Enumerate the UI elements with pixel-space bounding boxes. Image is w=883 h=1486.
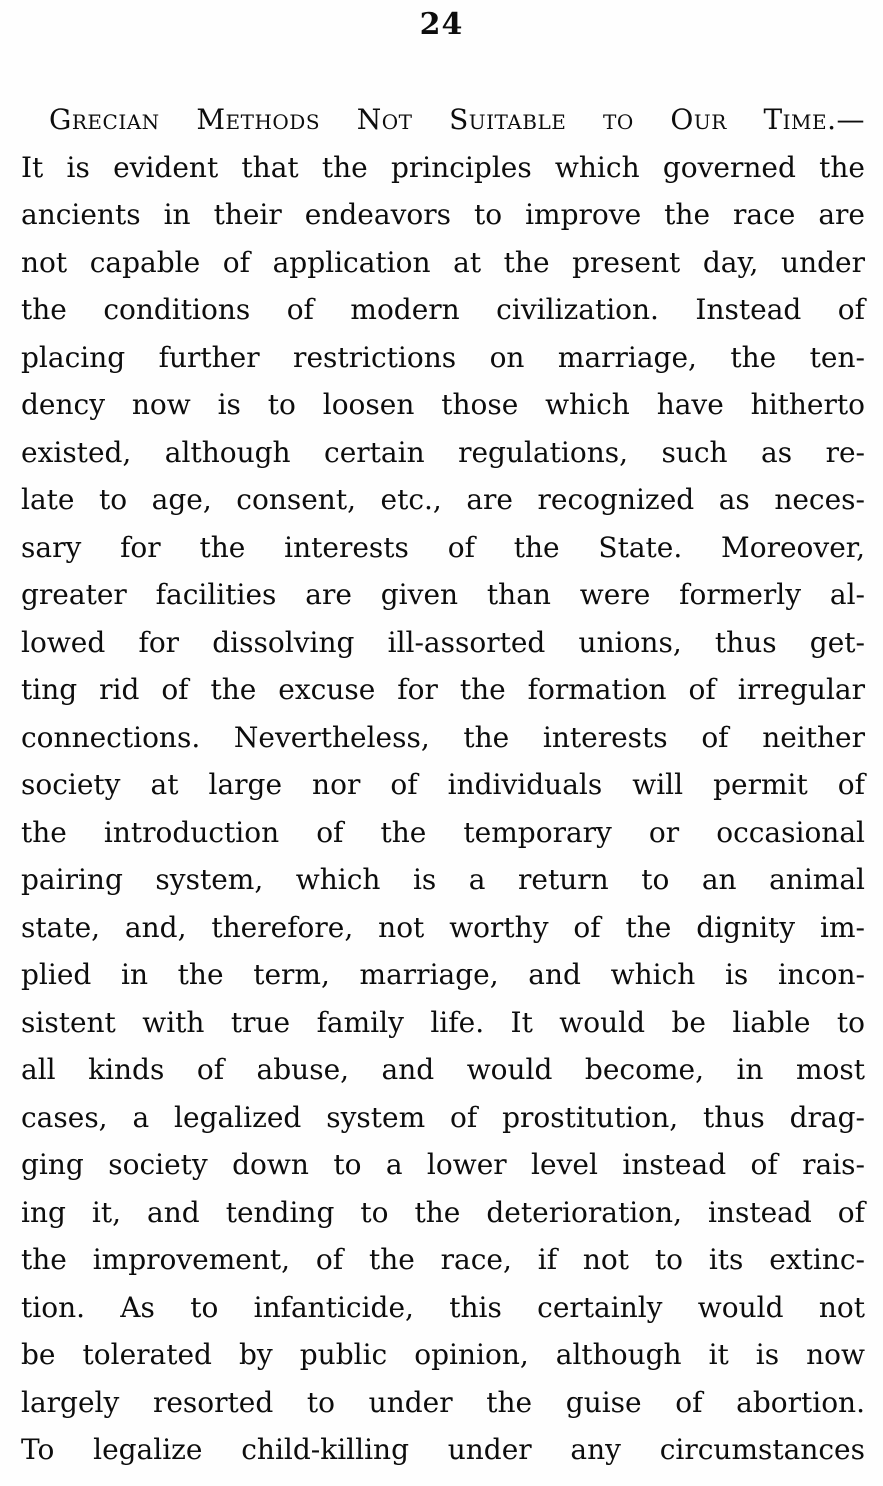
text-line: ing it, and tending to the deterioration, instead of	[21, 1195, 865, 1229]
text-line: sary for the interests of the State. Moreover,	[21, 530, 865, 564]
text-line: late to age, consent, etc., are recognized as neces-	[21, 483, 865, 516]
text-line: ancients in their endeavors to improve the race are	[21, 198, 865, 231]
text-line: It is evident that the principles which governed the	[21, 150, 865, 184]
text-line: greater facilities are given than were formerly al-	[21, 578, 865, 611]
text-line: the introduction of the temporary or occasional	[21, 815, 865, 849]
text-line: ting rid of the excuse for the formation of irregular	[21, 673, 865, 706]
text-line: plied in the term, marriage, and which is incon-	[21, 958, 865, 991]
text-line: cases, a legalized system of prostitution, thus drag-	[21, 1100, 865, 1134]
text-line: existed, although certain regulations, such as re-	[21, 435, 865, 469]
text-line: lowed for dissolving ill-assorted unions, thus get-	[21, 625, 865, 659]
text-line: connections. Nevertheless, the interests of neither	[21, 720, 865, 754]
text-line: sistent with true family life. It would be liable to	[21, 1005, 865, 1039]
text-line: ging society down to a lower level instead of rais-	[21, 1148, 865, 1181]
text-line: tion. As to infanticide, this certainly would not	[21, 1290, 865, 1324]
text-block	[0, 96, 883, 1474]
paragraph-heading-line	[21, 96, 865, 144]
text-line: the conditions of modern civilization. Instead of	[21, 293, 865, 326]
paragraph-body	[21, 144, 865, 1474]
text-line: state, and, therefore, not worthy of the dignity im-	[21, 910, 865, 944]
text-line: pairing system, which is a return to an animal	[21, 863, 865, 896]
section-heading: Grecian Methods Not Suitable to Our Time.—	[49, 103, 865, 136]
text-line: the improvement, of the race, if not to its extinc-	[21, 1243, 865, 1276]
text-line: not capable of application at the present day, under	[21, 245, 865, 279]
text-line: To legalize child-killing under any circumstances	[21, 1433, 865, 1466]
text-line: largely resorted to under the guise of abortion.	[21, 1385, 865, 1419]
text-line: be tolerated by public opinion, although it is now	[21, 1338, 865, 1371]
page-number: 24	[419, 7, 464, 42]
text-line: dency now is to loosen those which have hitherto	[21, 388, 865, 421]
text-line: all kinds of abuse, and would become, in most	[21, 1053, 865, 1086]
text-line: society at large nor of individuals will permit of	[21, 768, 865, 801]
text-line: placing further restrictions on marriage, the ten-	[21, 340, 865, 374]
